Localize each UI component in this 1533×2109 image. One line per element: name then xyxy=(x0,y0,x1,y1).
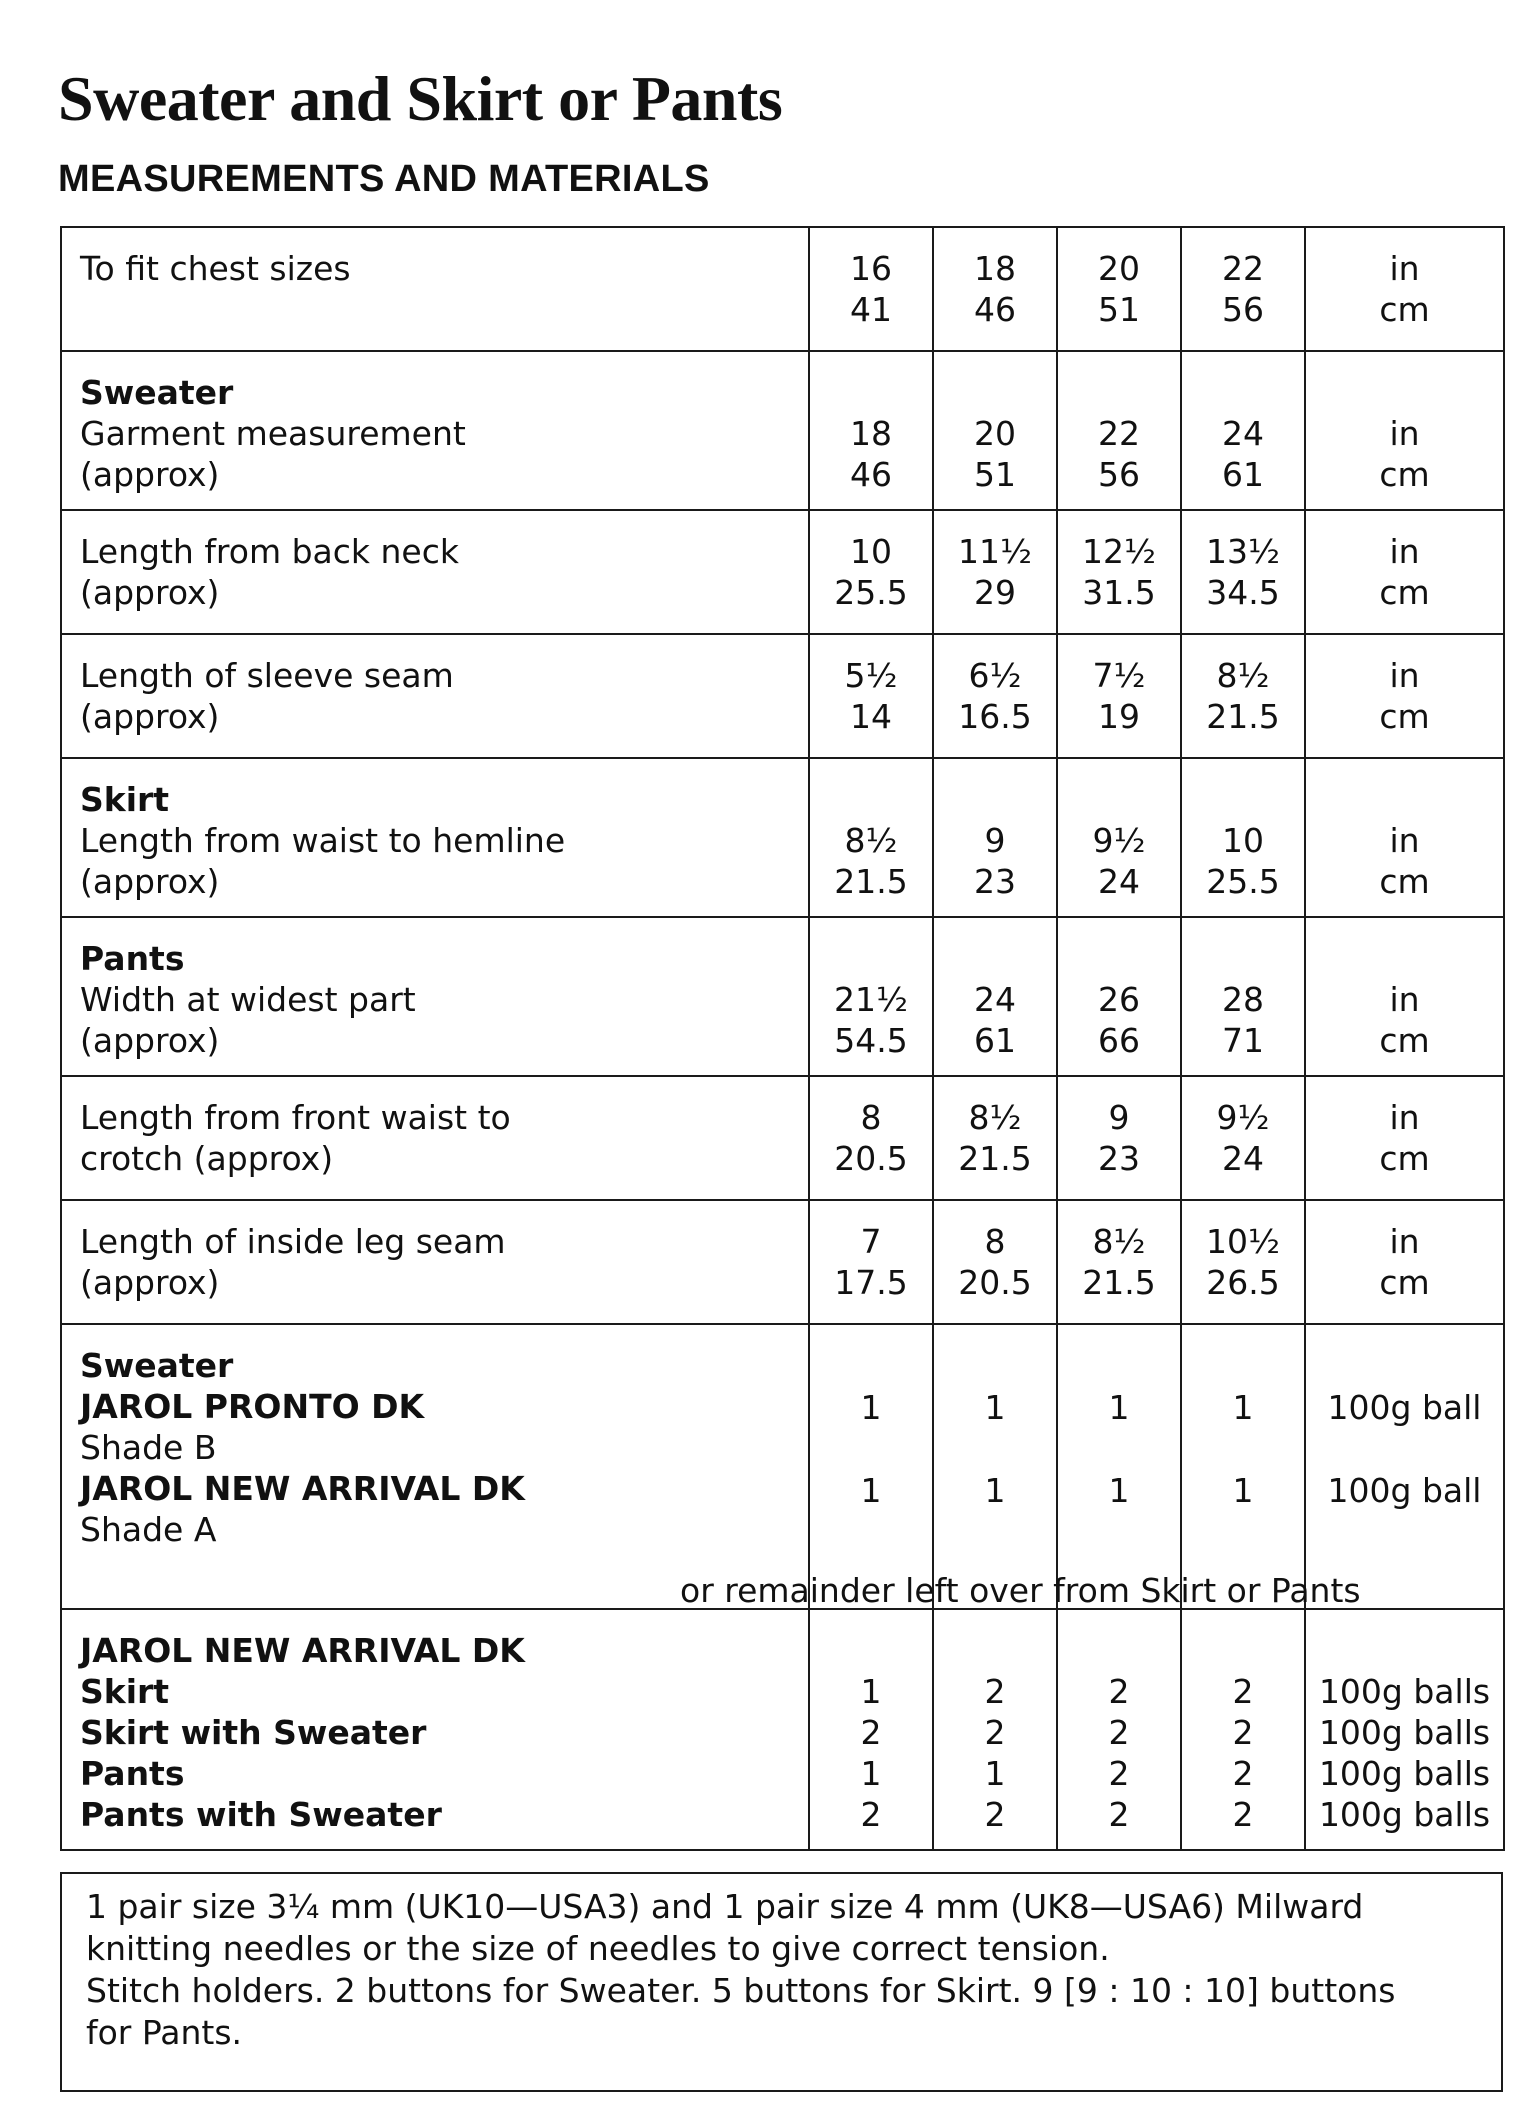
size-cell xyxy=(1181,1200,1305,1324)
measurement-row xyxy=(61,634,1504,758)
shade-a-qty: 1 xyxy=(1108,1471,1130,1510)
value-in: 8½ xyxy=(1216,656,1270,695)
value-cm: 24 xyxy=(1098,862,1140,901)
size-cell xyxy=(933,510,1057,634)
sweater-yarn-label xyxy=(61,1324,809,1609)
value-in: 16 xyxy=(850,249,892,288)
unit-cm: cm xyxy=(1379,1263,1430,1302)
yarn-qty-cell xyxy=(1181,1324,1305,1609)
unit-in: in xyxy=(1389,656,1420,695)
size-cell xyxy=(1181,1076,1305,1200)
shade-a-unit: 100g ball xyxy=(1327,1471,1482,1510)
value-cm: 25.5 xyxy=(834,573,908,612)
value-cm: 66 xyxy=(1098,1021,1140,1060)
needles-line: 1 pair size 3¼ mm (UK10—USA3) and 1 pair size 4 mm (UK8—USA6) Milward xyxy=(86,1887,1364,1926)
gap xyxy=(810,1428,932,1470)
yarn-qty: 1 xyxy=(984,1754,1006,1793)
size-cell xyxy=(809,351,933,510)
spacer xyxy=(1306,372,1503,413)
size-cell xyxy=(1181,227,1305,351)
value-cm: 34.5 xyxy=(1206,573,1280,612)
size-cell xyxy=(1181,917,1305,1076)
row-label-line: (approx) xyxy=(80,697,220,736)
size-cell xyxy=(1057,227,1181,351)
spacer xyxy=(1058,938,1180,979)
unit-cm: cm xyxy=(1379,862,1430,901)
yarn-qty: 2 xyxy=(1232,1713,1254,1752)
value-in: 7½ xyxy=(1092,656,1146,695)
value-in: 6½ xyxy=(968,656,1022,695)
yarn-qty-cell xyxy=(1181,1609,1305,1850)
needles-line: Stitch holders. 2 buttons for Sweater. 5 buttons for Skirt. 9 [9 : 10 : 10] buttons xyxy=(86,1971,1396,2010)
row-label-line: (approx) xyxy=(80,573,220,612)
value-in: 10 xyxy=(850,532,892,571)
row-label xyxy=(61,1200,809,1324)
value-cm: 25.5 xyxy=(1206,862,1280,901)
shade-b-qty: 1 xyxy=(1108,1388,1130,1427)
value-in: 9 xyxy=(984,821,1006,860)
unit-cm: cm xyxy=(1379,573,1430,612)
value-cm: 51 xyxy=(974,455,1016,494)
value-cm: 21.5 xyxy=(1082,1263,1156,1302)
yarn-heading: JAROL NEW ARRIVAL DK xyxy=(80,1631,525,1670)
value-cm: 29 xyxy=(974,573,1016,612)
value-cm: 31.5 xyxy=(1082,573,1156,612)
yarn-label-line: Sweater xyxy=(80,1346,234,1385)
yarn-qty-cell xyxy=(809,1609,933,1850)
size-cell xyxy=(809,917,933,1076)
size-cell xyxy=(1057,510,1181,634)
measurement-row xyxy=(61,510,1504,634)
row-label xyxy=(61,917,809,1076)
size-cell xyxy=(933,758,1057,917)
row-label-line: (approx) xyxy=(80,1021,220,1060)
yarn-label-line: JAROL PRONTO DK xyxy=(80,1387,425,1426)
unit-cell xyxy=(1305,510,1504,634)
value-in: 24 xyxy=(1222,414,1264,453)
size-cell xyxy=(933,351,1057,510)
yarn-unit-cell xyxy=(1305,1324,1504,1609)
yarn-qty: 2 xyxy=(1108,1795,1130,1834)
unit-cm: cm xyxy=(1379,290,1430,329)
row-label xyxy=(61,510,809,634)
spacer xyxy=(1182,1630,1304,1671)
yarn-qty: 2 xyxy=(860,1713,882,1752)
size-cell xyxy=(1057,758,1181,917)
measurement-row xyxy=(61,1076,1504,1200)
value-in: 24 xyxy=(974,980,1016,1019)
yarn-qty-cell xyxy=(933,1609,1057,1850)
yarn-qty: 2 xyxy=(984,1672,1006,1711)
value-cm: 24 xyxy=(1222,1139,1264,1178)
shade-b-qty: 1 xyxy=(860,1388,882,1427)
value-in: 5½ xyxy=(844,656,898,695)
size-cell xyxy=(809,1200,933,1324)
spacer xyxy=(934,372,1056,413)
value-cm: 21.5 xyxy=(958,1139,1032,1178)
size-cell xyxy=(1181,510,1305,634)
value-cm: 61 xyxy=(974,1021,1016,1060)
value-cm: 46 xyxy=(974,290,1016,329)
size-cell xyxy=(809,634,933,758)
value-in: 12½ xyxy=(1082,532,1156,571)
size-cell xyxy=(933,634,1057,758)
spacer xyxy=(1182,779,1304,820)
size-cell xyxy=(933,1200,1057,1324)
gap xyxy=(1306,1428,1503,1470)
unit-in: in xyxy=(1389,414,1420,453)
unit-cm: cm xyxy=(1379,1139,1430,1178)
yarn-unit: 100g balls xyxy=(1318,1754,1491,1793)
skirt-pants-yarn-label xyxy=(61,1609,809,1850)
value-in: 9 xyxy=(1108,1098,1130,1137)
needles-box xyxy=(60,1872,1503,2092)
size-cell xyxy=(933,917,1057,1076)
value-cm: 54.5 xyxy=(834,1021,908,1060)
row-label-line: Length of sleeve seam xyxy=(80,656,454,695)
measurement-row xyxy=(61,917,1504,1076)
value-in: 22 xyxy=(1098,414,1140,453)
value-cm: 17.5 xyxy=(834,1263,908,1302)
shade-a-qty: 1 xyxy=(860,1471,882,1510)
value-in: 8½ xyxy=(968,1098,1022,1137)
unit-in: in xyxy=(1389,1098,1420,1137)
yarn-qty-cell xyxy=(809,1324,933,1609)
unit-in: in xyxy=(1389,821,1420,860)
yarn-item-label: Pants xyxy=(80,1754,185,1793)
skirt-pants-yarn-row xyxy=(61,1609,1504,1850)
value-in: 8½ xyxy=(1092,1222,1146,1261)
spacer xyxy=(810,1630,932,1671)
value-cm: 20.5 xyxy=(834,1139,908,1178)
spacer xyxy=(934,1630,1056,1671)
size-cell xyxy=(933,227,1057,351)
unit-in: in xyxy=(1389,532,1420,571)
row-label-line: Pants xyxy=(80,939,185,978)
spacer xyxy=(810,938,932,979)
value-cm: 51 xyxy=(1098,290,1140,329)
yarn-item-label: Skirt with Sweater xyxy=(80,1713,427,1752)
gap xyxy=(1182,1428,1304,1470)
spacer xyxy=(810,372,932,413)
unit-in: in xyxy=(1389,249,1420,288)
row-label xyxy=(61,634,809,758)
spacer xyxy=(1058,779,1180,820)
yarn-unit: 100g balls xyxy=(1318,1795,1491,1834)
size-cell xyxy=(1181,758,1305,917)
spacer xyxy=(1306,938,1503,979)
value-cm: 19 xyxy=(1098,697,1140,736)
size-cell xyxy=(933,1076,1057,1200)
yarn-unit: 100g balls xyxy=(1318,1713,1491,1752)
needles-line: for Pants. xyxy=(86,2013,243,2052)
yarn-qty: 1 xyxy=(860,1754,882,1793)
size-cell xyxy=(1181,351,1305,510)
value-in: 26 xyxy=(1098,980,1140,1019)
unit-cell xyxy=(1305,917,1504,1076)
unit-cell xyxy=(1305,758,1504,917)
value-cm: 14 xyxy=(850,697,892,736)
shade-b-unit: 100g ball xyxy=(1327,1388,1482,1427)
shade-a-qty: 1 xyxy=(1232,1471,1254,1510)
measurement-row xyxy=(61,227,1504,351)
shade-b-qty: 1 xyxy=(1232,1388,1254,1427)
value-cm: 61 xyxy=(1222,455,1264,494)
size-cell xyxy=(809,758,933,917)
yarn-unit: 100g balls xyxy=(1318,1672,1491,1711)
row-label xyxy=(61,1076,809,1200)
spacer xyxy=(810,779,932,820)
section-heading: MEASUREMENTS AND MATERIALS xyxy=(58,158,710,200)
row-label-line: (approx) xyxy=(80,862,220,901)
yarn-label-line: JAROL NEW ARRIVAL DK xyxy=(80,1469,525,1508)
row-label-line: (approx) xyxy=(80,455,220,494)
unit-in: in xyxy=(1389,980,1420,1019)
yarn-qty: 2 xyxy=(1232,1672,1254,1711)
value-in: 8 xyxy=(984,1222,1006,1261)
unit-cm: cm xyxy=(1379,455,1430,494)
unit-cell xyxy=(1305,351,1504,510)
spacer xyxy=(1058,372,1180,413)
row-label-line: Length from waist to hemline xyxy=(80,821,566,860)
size-cell xyxy=(809,227,933,351)
row-label-line: Width at widest part xyxy=(80,980,416,1019)
row-label-line: To fit chest sizes xyxy=(80,249,351,288)
value-in: 20 xyxy=(974,414,1016,453)
yarn-qty: 2 xyxy=(1108,1754,1130,1793)
value-in: 18 xyxy=(850,414,892,453)
value-in: 13½ xyxy=(1206,532,1280,571)
needles-line: knitting needles or the size of needles to give correct tension. xyxy=(86,1929,1110,1968)
yarn-item-label: Skirt xyxy=(80,1672,170,1711)
spacer xyxy=(934,938,1056,979)
unit-cell xyxy=(1305,227,1504,351)
row-label-line: Length from front waist to xyxy=(80,1098,511,1137)
value-in: 10½ xyxy=(1206,1222,1280,1261)
value-in: 28 xyxy=(1222,980,1264,1019)
yarn-unit-cell xyxy=(1305,1609,1504,1850)
size-cell xyxy=(1057,351,1181,510)
yarn-label-line: Shade B xyxy=(80,1428,217,1467)
value-in: 10 xyxy=(1222,821,1264,860)
spacer xyxy=(1182,372,1304,413)
yarn-item-label: Pants with Sweater xyxy=(80,1795,442,1834)
row-label-line: Skirt xyxy=(80,780,170,819)
row-label xyxy=(61,227,809,351)
unit-cm: cm xyxy=(1379,1021,1430,1060)
size-cell xyxy=(1057,1200,1181,1324)
yarn-label-line: Shade A xyxy=(80,1510,217,1549)
unit-cell xyxy=(1305,1076,1504,1200)
remainder-note: or remainder left over from Skirt or Pants xyxy=(680,1571,1361,1610)
unit-cell xyxy=(1305,634,1504,758)
yarn-qty: 2 xyxy=(1108,1713,1130,1752)
value-cm: 46 xyxy=(850,455,892,494)
value-cm: 56 xyxy=(1222,290,1264,329)
yarn-qty: 2 xyxy=(1108,1672,1130,1711)
sweater-yarn-row xyxy=(61,1324,1504,1609)
spacer xyxy=(1306,1630,1503,1671)
row-label-line: (approx) xyxy=(80,1263,220,1302)
shade-a-qty: 1 xyxy=(984,1471,1006,1510)
spacer xyxy=(1306,779,1503,820)
spacer xyxy=(934,779,1056,820)
measurement-row xyxy=(61,351,1504,510)
value-in: 20 xyxy=(1098,249,1140,288)
value-cm: 71 xyxy=(1222,1021,1264,1060)
value-cm: 23 xyxy=(1098,1139,1140,1178)
yarn-qty: 2 xyxy=(860,1795,882,1834)
value-in: 7 xyxy=(860,1222,882,1261)
size-cell xyxy=(1181,634,1305,758)
measurement-row xyxy=(61,758,1504,917)
size-cell xyxy=(1057,634,1181,758)
measurement-row xyxy=(61,1200,1504,1324)
row-label-line: Length from back neck xyxy=(80,532,459,571)
value-cm: 56 xyxy=(1098,455,1140,494)
value-in: 22 xyxy=(1222,249,1264,288)
value-cm: 41 xyxy=(850,290,892,329)
size-cell xyxy=(1057,917,1181,1076)
yarn-qty: 2 xyxy=(984,1795,1006,1834)
yarn-qty: 2 xyxy=(1232,1795,1254,1834)
value-in: 11½ xyxy=(958,532,1032,571)
value-cm: 20.5 xyxy=(958,1263,1032,1302)
row-label-line: Garment measurement xyxy=(80,414,466,453)
row-label-line: Length of inside leg seam xyxy=(80,1222,506,1261)
row-label xyxy=(61,758,809,917)
value-cm: 23 xyxy=(974,862,1016,901)
size-cell xyxy=(809,1076,933,1200)
yarn-qty: 2 xyxy=(984,1713,1006,1752)
row-label xyxy=(61,351,809,510)
page-title: Sweater and Skirt or Pants xyxy=(58,63,783,134)
size-cell xyxy=(1057,1076,1181,1200)
value-cm: 21.5 xyxy=(1206,697,1280,736)
unit-cm: cm xyxy=(1379,697,1430,736)
gap xyxy=(1058,1428,1180,1470)
shade-b-qty: 1 xyxy=(984,1388,1006,1427)
yarn-qty-cell xyxy=(1057,1609,1181,1850)
spacer xyxy=(1058,1630,1180,1671)
yarn-qty-cell xyxy=(933,1324,1057,1609)
value-cm: 21.5 xyxy=(834,862,908,901)
value-in: 21½ xyxy=(834,980,908,1019)
row-label-line: Sweater xyxy=(80,373,234,412)
yarn-qty: 1 xyxy=(860,1672,882,1711)
value-in: 8 xyxy=(860,1098,882,1137)
unit-in: in xyxy=(1389,1222,1420,1261)
gap xyxy=(934,1428,1056,1470)
spacer xyxy=(1182,938,1304,979)
size-cell xyxy=(809,510,933,634)
value-in: 18 xyxy=(974,249,1016,288)
value-cm: 16.5 xyxy=(958,697,1032,736)
value-cm: 26.5 xyxy=(1206,1263,1280,1302)
value-in: 8½ xyxy=(844,821,898,860)
unit-cell xyxy=(1305,1200,1504,1324)
yarn-qty: 2 xyxy=(1232,1754,1254,1793)
value-in: 9½ xyxy=(1216,1098,1270,1137)
yarn-qty-cell xyxy=(1057,1324,1181,1609)
row-label-line: crotch (approx) xyxy=(80,1139,334,1178)
value-in: 9½ xyxy=(1092,821,1146,860)
